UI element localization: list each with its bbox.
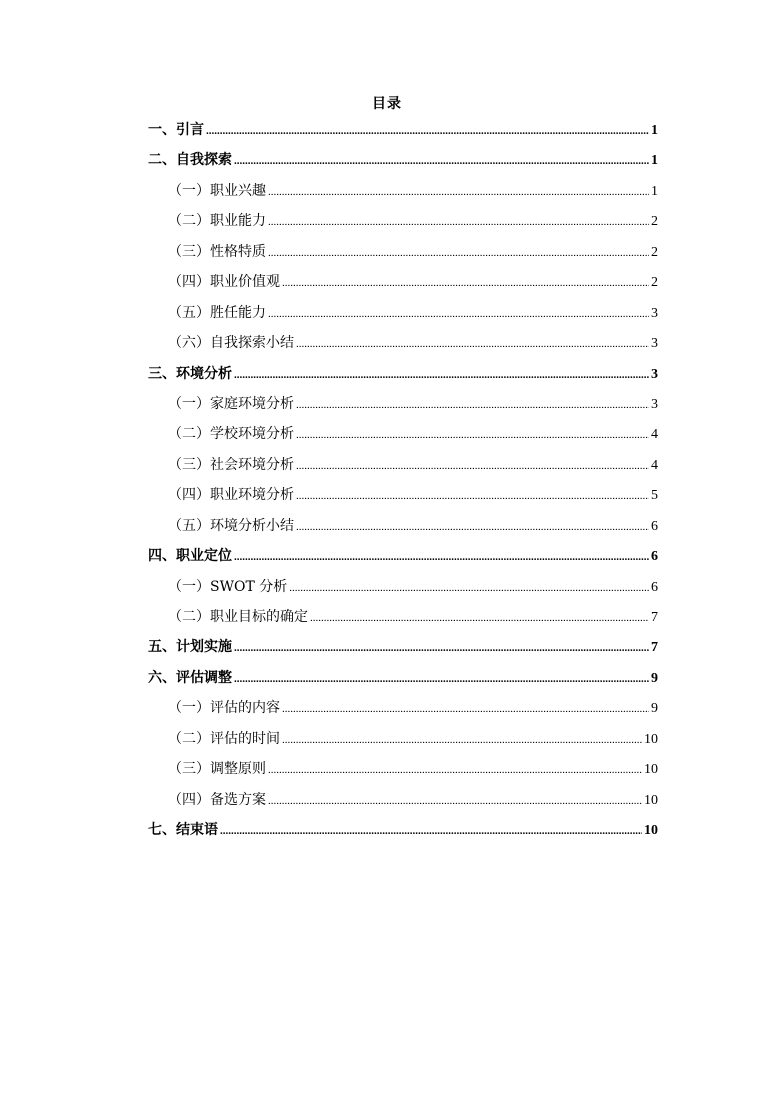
toc-entry-section[interactable] — [148, 453, 658, 483]
toc-entry-chapter[interactable] — [148, 148, 658, 178]
toc-entry-section[interactable] — [148, 788, 658, 818]
toc-entry-page-number: 3 — [651, 396, 658, 412]
toc-entry-section[interactable] — [148, 514, 658, 544]
toc-entry-label: （二）职业能力 — [168, 213, 266, 230]
dot-leader — [234, 363, 649, 387]
toc-entry-page-number: 10 — [644, 762, 658, 778]
toc-entry-chapter[interactable] — [148, 818, 658, 848]
toc-entry-section[interactable] — [148, 575, 658, 605]
toc-entry-page-number: 6 — [651, 579, 658, 595]
toc-entry-page-number: 5 — [651, 488, 658, 504]
toc-entry-page-number: 4 — [651, 457, 658, 473]
toc-entry-label: （三）性格特质 — [168, 243, 266, 260]
dot-leader — [206, 119, 649, 143]
toc-entry-page-number: 9 — [651, 701, 658, 717]
toc-entry-label: 二、自我探索 — [148, 152, 232, 169]
dot-leader — [268, 210, 649, 234]
toc-entry-page-number: 6 — [651, 518, 658, 534]
toc-entry-label: （六）自我探索小结 — [168, 335, 294, 352]
dot-leader — [234, 149, 649, 173]
dot-leader — [234, 636, 649, 660]
toc-entry-label: 七、结束语 — [148, 822, 218, 839]
toc-entry-label: （四）职业环境分析 — [168, 487, 294, 504]
toc-entry-label: （二）职业目标的确定 — [168, 609, 308, 625]
toc-entry-section[interactable] — [148, 270, 658, 300]
toc-entry-label: 一、引言 — [148, 122, 204, 138]
dot-leader — [234, 545, 649, 569]
dot-leader — [296, 454, 649, 478]
toc-entry-label: （二）评估的时间 — [168, 730, 280, 747]
dot-leader — [268, 180, 649, 204]
toc-entry-page-number: 2 — [651, 244, 658, 260]
toc-entry-page-number: 3 — [651, 305, 658, 321]
toc-entry-label: （四）备选方案 — [168, 791, 266, 808]
toc-entry-page-number: 1 — [651, 153, 658, 169]
dot-leader — [220, 819, 642, 843]
toc-entry-chapter[interactable] — [148, 635, 658, 665]
toc-entry-label: （二）学校环境分析 — [168, 426, 294, 443]
toc-entry-page-number: 3 — [651, 336, 658, 352]
toc-entry-page-number: 9 — [651, 670, 658, 686]
dot-leader — [296, 393, 649, 417]
toc-entry-section[interactable] — [148, 483, 658, 513]
toc-entry-label: （三）调整原则 — [168, 761, 266, 778]
toc-entry-page-number: 3 — [651, 366, 658, 382]
toc-entry-page-number: 1 — [651, 123, 658, 138]
dot-leader — [296, 423, 649, 447]
toc-entry-section[interactable] — [148, 422, 658, 452]
toc-entry-page-number: 2 — [651, 275, 658, 291]
dot-leader — [289, 576, 649, 600]
toc-entry-section[interactable] — [148, 696, 658, 726]
toc-entry-section[interactable] — [148, 209, 658, 239]
toc-entry-page-number: 4 — [651, 427, 658, 443]
dot-leader — [296, 515, 649, 539]
toc-entry-page-number: 7 — [651, 610, 658, 625]
toc-entry-label: 六、评估调整 — [148, 669, 232, 686]
toc-entry-page-number: 2 — [651, 214, 658, 230]
toc-entry-section[interactable] — [148, 757, 658, 787]
dot-leader — [268, 789, 642, 813]
toc-entry-label: （三）社会环境分析 — [168, 456, 294, 473]
toc-entry-chapter[interactable] — [148, 118, 658, 148]
toc-entry-page-number: 6 — [651, 549, 658, 565]
toc-entry-label: 三、环境分析 — [148, 365, 232, 382]
dot-leader — [234, 667, 649, 691]
table-of-contents — [148, 118, 658, 849]
toc-entry-section[interactable] — [148, 727, 658, 757]
toc-entry-section[interactable] — [148, 240, 658, 270]
toc-entry-label: （一）职业兴趣 — [168, 182, 266, 199]
toc-entry-label: （五）胜任能力 — [168, 304, 266, 321]
toc-entry-page-number: 10 — [644, 792, 658, 808]
toc-entry-label: （一）评估的内容 — [168, 700, 280, 717]
dot-leader — [282, 271, 649, 295]
toc-entry-section[interactable] — [148, 392, 658, 422]
dot-leader — [296, 332, 649, 356]
toc-entry-chapter[interactable] — [148, 362, 658, 392]
toc-entry-page-number: 7 — [651, 640, 658, 656]
toc-entry-page-number: 1 — [651, 183, 658, 199]
toc-entry-page-number: 10 — [644, 823, 658, 839]
toc-entry-section[interactable] — [148, 605, 658, 635]
toc-entry-label: （一）家庭环境分析 — [168, 395, 294, 412]
toc-entry-chapter[interactable] — [148, 544, 658, 574]
dot-leader — [282, 728, 642, 752]
toc-entry-label: 四、职业定位 — [148, 548, 232, 565]
dot-leader — [268, 758, 642, 782]
toc-entry-label: （一）SWOT 分析 — [168, 578, 288, 595]
toc-entry-section[interactable] — [148, 331, 658, 361]
toc-entry-label: （五）环境分析小结 — [168, 517, 294, 534]
dot-leader — [268, 302, 649, 326]
toc-entry-page-number: 10 — [644, 731, 658, 747]
dot-leader — [268, 241, 649, 265]
dot-leader — [296, 484, 649, 508]
dot-leader — [282, 697, 649, 721]
toc-entry-section[interactable] — [148, 179, 658, 209]
toc-entry-chapter[interactable] — [148, 666, 658, 696]
toc-entry-label: （四）职业价值观 — [168, 274, 280, 291]
toc-title: 目录 — [372, 96, 402, 112]
dot-leader — [310, 606, 649, 630]
toc-entry-section[interactable] — [148, 301, 658, 331]
toc-entry-label: 五、计划实施 — [148, 639, 232, 656]
